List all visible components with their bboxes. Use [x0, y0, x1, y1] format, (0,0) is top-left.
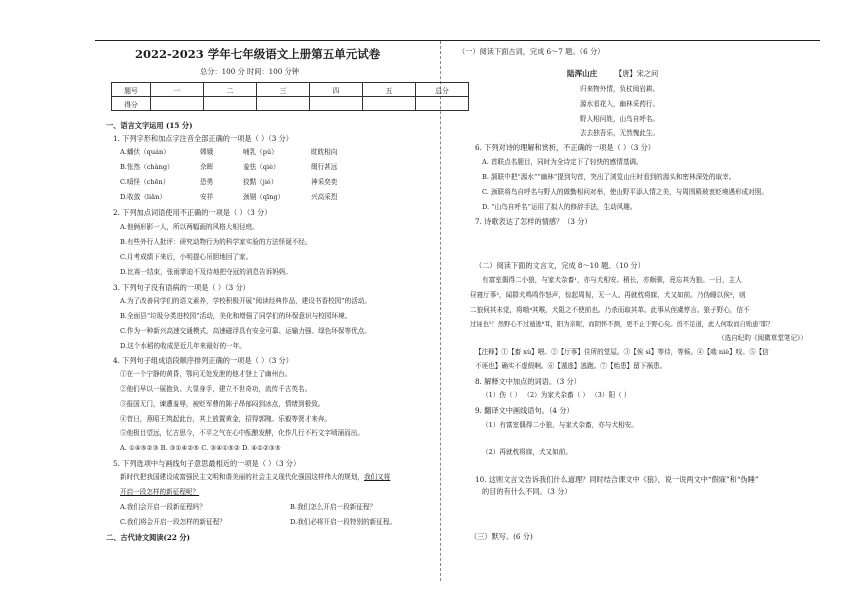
q5-passage-text: 新时代把我国建设成富强民主文明和谐美丽的社会主义现代化强国这样伟大的规划，: [120, 473, 364, 481]
q8-blanks[interactable]: （1）伤（ ） （2）为家犬杂畜（ ） （3）阳（ ）: [482, 391, 631, 399]
q6-opt: A. 首联点名题目，同时为全诗定下了轻快的感情基调。: [482, 158, 643, 166]
score-value-row: [112, 97, 469, 111]
q2-opt: A.他俩形影一人，所以两幅画的风格大相径庭。: [120, 223, 259, 231]
q1-opt-c: C.嗔怪（chēn）: [120, 178, 170, 186]
q6-opt: D. “山鸟自呼名”运用了拟人的修辞手法，生动风趣。: [482, 203, 637, 211]
q5-underlined-2: 开启一段怎样的新征程呢？: [120, 488, 200, 496]
prose-source: （选自纪昀《阅微草堂笔记》）: [718, 334, 808, 342]
q4-item: ①在一个宁静的黄昏，鄂问无处发泄的他才登上了幽州台。: [120, 370, 292, 378]
notes-line: 不诬也】确实不虚假啊。⑥【遁逃】逃跑。⑦【贻患】留下祸患。: [475, 362, 667, 370]
notes-line: 【注释】①【畜 xù】喂。②【厅事】住所的堂屋。③【俟 sì】等待，等候。④【啮 niè】咬。⑤【信: [475, 348, 769, 356]
q1-opt-b: 佘晖: [200, 163, 214, 171]
q1-opt-b: B.怅然（chàng）: [120, 163, 174, 171]
q6-opt: B. 颔联中把“源水”“幽林”提到句首，突出了浏览山庄时看到的源头和密林深处的取幸。: [482, 173, 736, 181]
prose-line: 有富室偶得二小狼，与家犬杂畜¹，亦与犬相安。稍长，亦颇驯，竟忘其为狼。一日，主人: [482, 276, 742, 284]
q8-stem: 8. 解释文中加点的词语。（3 分）: [475, 377, 581, 386]
score-header-cell: 题号: [112, 83, 151, 97]
q2-opt: C.月考成绩下来后，小明提心吊胆地回了家。: [120, 253, 253, 261]
q3-stem: 3. 下列句子没有语病的一项是（ ）（3 分）: [113, 283, 250, 292]
q9-item: （2）再就枕将寐，犬又如前。: [482, 448, 572, 456]
score-header-cell: 二: [204, 83, 257, 97]
q1-opt-c: 狡黠（jié）: [243, 178, 278, 186]
exam-title: 2022-2023 学年七年级语文上册第五单元试卷: [135, 47, 381, 61]
q1-stem: 1. 下列字形和加点字注音全部正确的一项是（ ）（3 分）: [113, 134, 293, 143]
q1-opt-a: A.蟠伏（quán）: [120, 148, 170, 156]
q4-stem: 4. 下列句子组成语段顺序排列正确的一项是（ ）（3 分）: [113, 356, 293, 365]
poem-line: 野人相问姓，山鸟自呼名。: [580, 115, 660, 123]
score-cell[interactable]: [204, 97, 257, 111]
q2-stem: 2. 下列加点词语使用不正确的一项是（ ）（3 分）: [113, 208, 272, 217]
header-rule: [95, 40, 820, 41]
q1-opt-c: 神采奕奕: [311, 178, 338, 186]
score-table: [111, 82, 469, 111]
score-header-cell: 五: [363, 83, 416, 97]
score-row-label: 得分: [112, 97, 151, 111]
q5-passage: [120, 473, 390, 482]
q1-opt-b: 羞怯（qiè）: [243, 163, 280, 171]
q5-opt: B.我们怎么开启一段新征程？: [290, 503, 377, 511]
q4-item: ④昔日，燕昭王筑起此台，其上放置黄金，招得郭隗、乐毅等贤才来奔。: [120, 415, 331, 423]
q5-stem: 5. 下列选项中与画线句子意思最相近的一项是（ ）（3 分）: [113, 459, 301, 468]
q10-stem-2: 的目的有什么不同。（3 分）: [482, 487, 572, 496]
poem-line: 去去独吾乐，无然愧此生。: [580, 129, 660, 137]
q4-item: ③报国无门，谏遭羞辱，被贬军曹的陈子昂郁闷到冰点，情绪到极致。: [120, 400, 325, 408]
score-cell[interactable]: [416, 97, 469, 111]
q1-opt-a: 嫦娥: [200, 148, 214, 156]
part-1-intro: （一）阅读下面古词，完成 6～7 题。（6 分）: [458, 47, 605, 56]
score-cell[interactable]: [310, 97, 363, 111]
q10-stem: 10. 这则文言文告诉我们什么道理？同时结合课文中《狼》，说一说两文中“假寐”和“伪睡”: [475, 475, 759, 484]
q1-opt-d: 兴高采烈: [311, 193, 338, 201]
section-1-heading: 一、语言文字运用 (15 分): [106, 121, 193, 130]
exam-subtitle: 总分：100 分 时间：100 分钟: [200, 67, 299, 76]
q5-opt: A.我们会开启一段新征程吗？: [120, 503, 206, 511]
q5-opt: D.我们必将开启一段特别的新征程。: [290, 518, 397, 526]
q4-options: A. ①④⑤②③ B. ③①④②⑤ C. ③④①⑤② D. ④①②③⑤: [120, 444, 281, 452]
q2-opt: B.有些外行人批评：研究动物行为的科学家实验的方法怪诞不经。: [120, 238, 312, 246]
score-cell[interactable]: [257, 97, 310, 111]
q1-opt-c: 恐勇: [200, 178, 214, 186]
column-separator: [440, 41, 441, 581]
q5-underlined: 我们又将: [363, 473, 391, 481]
q3-opt: C.作为一种新兴高速交通模式，高速磁浮具有安全可靠、运输力强、绿色环保等优点。: [120, 327, 371, 335]
score-header-cell: 四: [310, 83, 363, 97]
score-header-cell: 一: [151, 83, 204, 97]
poem-author: 【唐】宋之问: [615, 69, 659, 78]
q1-opt-a: 哺乳（pǔ）: [243, 148, 278, 156]
prose-line: 昼寝厅事²，闻群犬鸣鸣作怒声，惊起周视，无一人。再就枕将寐，犬又如前。乃伪睡以俟³，则: [470, 291, 746, 299]
score-header-cell: 三: [257, 83, 310, 97]
q4-item: ②他们早以一展抱负、大显身手，建立不世奇功，流传千古英名。: [120, 385, 312, 393]
q9-stem: 9. 翻译文中画线语句。（4 分）: [475, 406, 574, 415]
score-cell[interactable]: [363, 97, 416, 111]
q3-opt: A.为了改善同学们的语文素养，学校积极开展“阅读经典作品，建设书香校园”的活动。: [120, 297, 371, 305]
poem-title: 陆浑山庄: [567, 69, 598, 78]
poem-line: 归来物外情，负杖阅岩耕。: [580, 85, 660, 93]
q1-opt-d: 颈剔（qīng）: [243, 193, 285, 201]
q6-stem: 6. 下列对诗的理解和赏析，不正确的一项是（ ）（3 分）: [475, 143, 655, 152]
q1-opt-b: 缀行甚远: [311, 163, 338, 171]
q3-opt: B.全面县“垃圾分类进校园”活动，美化和增强了同学们的环保意识与校园环境。: [120, 312, 352, 320]
q4-item: ⑤他极目望远，忆古思今，不平之气在心中酝酿发酵，化作几行不朽文字喷涌而出。: [120, 429, 364, 437]
q1-opt-d: 安祥: [200, 193, 214, 201]
q1-opt-a: 眈眈相向: [311, 148, 338, 156]
score-cell[interactable]: [151, 97, 204, 111]
q7-stem: 7. 诗歌表达了怎样的情感？（3 分）: [475, 217, 592, 226]
prose-line: 过诬也⁵！然野心不过遁逃⁶耳，阳为亲昵，而阴怀不测，更不止于野心矣。兽不足道，此人何取而自贻患⁷耶？: [470, 321, 774, 328]
q2-opt: D.比赛一结束，张雨霏迫不及待地把夺冠的消息告诉妈妈。: [120, 268, 292, 276]
section-2-heading: 二、古代诗文阅读(22 分): [106, 533, 190, 542]
poem-line: 源水看花入，幽林采药行。: [580, 100, 660, 108]
score-header-cell: 总分: [416, 83, 469, 97]
q9-item: （1）有富室偶得二小狼，与家犬杂畜，亦与犬相安。: [482, 421, 638, 429]
q6-opt: C. 颈联将鸟自呼名与野人的做勤相问对举，使山野平添人情之美，与周围殿玻衷贬境遇形成对照。: [482, 188, 768, 196]
q1-opt-d: D.收敛（liǎn）: [120, 193, 166, 201]
part-2-intro: （二）阅读下面的文言文，完成 8～10 题。（10 分）: [475, 261, 645, 270]
prose-line: 二狼伺其未觉，将啮⁴其喉，犬阻之不使前也。乃杀而取其革。此事从侄虞惇言。狼子野心，信不: [470, 306, 750, 314]
q5-opt: C.我们将会开启一段怎样的新征程？: [120, 518, 226, 526]
part-3-intro: （三）默写。(6 分): [470, 532, 533, 541]
q3-opt: D.这个水稻的收成是近几年来最好的一年。: [120, 342, 246, 350]
score-header-row: [112, 83, 469, 97]
